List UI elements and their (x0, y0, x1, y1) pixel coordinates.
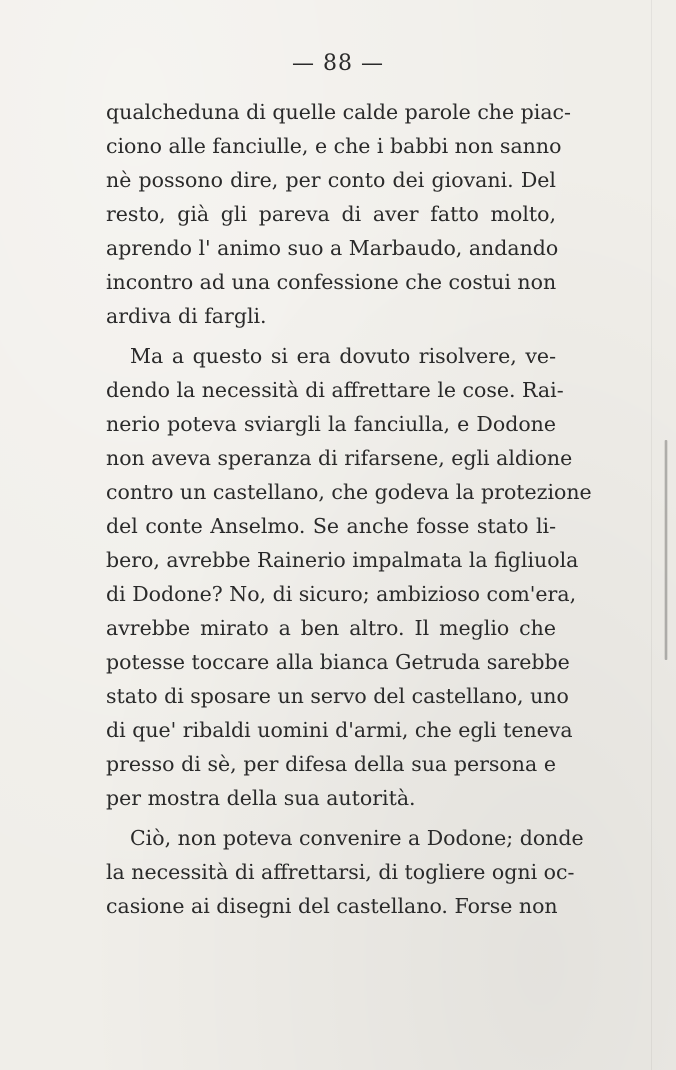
text-line: Ma a questo si era dovuto risolvere, ve- (130, 344, 556, 368)
text-line: stato di sposare un servo del castellano, uno (106, 684, 569, 708)
text-line: del conte Anselmo. Se anche fosse stato li- (106, 514, 556, 538)
text-line: resto, già gli pareva di aver fatto molto, (106, 202, 556, 226)
text-line: la necessità di affrettarsi, di togliere ogni oc- (106, 860, 575, 884)
text-line: presso di sè, per difesa della sua persona e (106, 752, 556, 776)
text-line: dendo la necessità di affrettare le cose. Rai- (106, 378, 564, 402)
page-edge-mark (664, 440, 668, 660)
text-line: qualcheduna di quelle calde parole che piac- (106, 100, 571, 124)
text-line: ardiva di fargli. (106, 304, 267, 328)
text-line: nerio poteva sviargli la fanciulla, e Dodone (106, 412, 556, 436)
text-line: aprendo l' animo suo a Marbaudo, andando (106, 236, 559, 260)
page-gutter-line (651, 0, 652, 1070)
text-line: casione ai disegni del castellano. Forse non (106, 894, 558, 918)
text-line: ciono alle fanciulle, e che i babbi non sanno (106, 134, 562, 158)
text-line: Ciò, non poteva convenire a Dodone; donde (130, 826, 584, 850)
text-line: di Dodone? No, di sicuro; ambizioso com'era, (106, 582, 577, 606)
text-line: incontro ad una confessione che costui non (106, 270, 557, 294)
text-line: bero, avrebbe Rainerio impalmata la figliuola (106, 548, 579, 572)
page-number: — 88 — (292, 51, 384, 76)
text-line: per mostra della sua autorità. (106, 786, 416, 810)
text-line: potesse toccare alla bianca Getruda sarebbe (106, 650, 570, 674)
text-line: nè possono dire, per conto dei giovani. Del (106, 168, 556, 192)
text-line: avrebbe mirato a ben altro. Il meglio che (106, 616, 556, 640)
body-text (106, 95, 592, 923)
text-line: di que' ribaldi uomini d'armi, che egli teneva (106, 718, 573, 742)
text-line: contro un castellano, che godeva la protezione (106, 480, 592, 504)
text-line: non aveva speranza di rifarsene, egli aldione (106, 446, 573, 470)
